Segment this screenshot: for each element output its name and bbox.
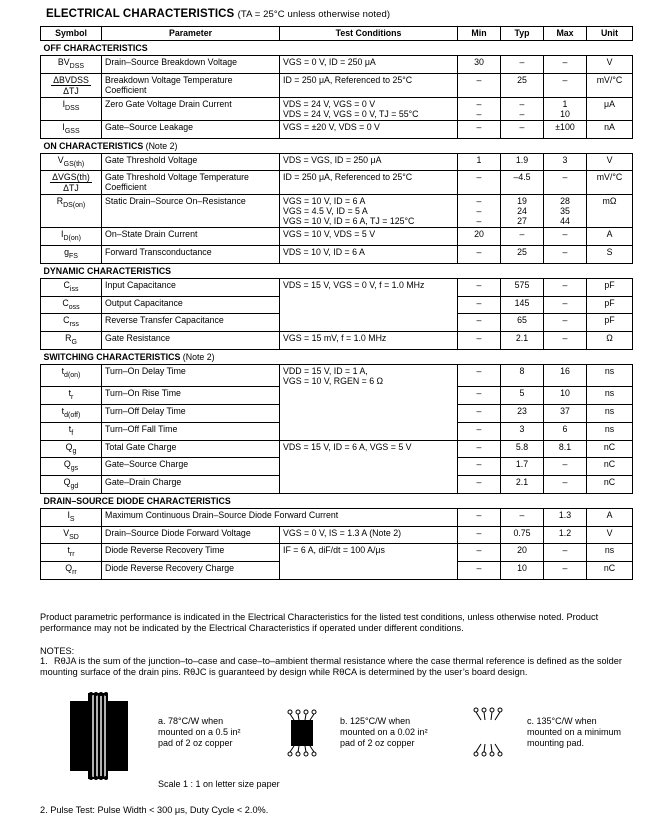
conditions-cell: VGS = ±20 V, VDS = 0 V <box>280 120 458 138</box>
typ-cell: 5 <box>501 387 544 405</box>
symbol-cell: $Q_{rr}$ <box>41 562 102 580</box>
max-cell: 6 <box>544 422 587 440</box>
parameter-cell: Diode Reverse Recovery Charge <box>102 562 280 580</box>
table-row <box>41 422 633 440</box>
max-cell: – <box>544 73 587 97</box>
parameter-cell: Gate–Drain Charge <box>102 476 280 494</box>
min-cell: 20 <box>458 228 501 246</box>
col-min: Min <box>458 27 501 41</box>
unit-cell: A <box>587 228 633 246</box>
table-row <box>41 171 633 195</box>
parametric-footnote: Product parametric performance is indicated in the Electrical Characteristics for the listed test conditions, unless otherwise noted. Product performance may not be indicated by the Electrical Characteristics if operated under different conditions. <box>40 612 599 633</box>
unit-cell: pF <box>587 278 633 296</box>
col-max: Max <box>544 27 587 41</box>
unit-cell: V <box>587 526 633 544</box>
max-cell: 1.2 <box>544 526 587 544</box>
parameter-cell: Forward Transconductance <box>102 246 280 264</box>
min-cell: – <box>458 526 501 544</box>
max-cell: 16 <box>544 364 587 387</box>
unit-cell: ns <box>587 422 633 440</box>
max-cell: 1.3 <box>544 508 587 526</box>
table-row <box>41 153 633 171</box>
symbol-cell: $t_{d(off)}$ <box>41 405 102 423</box>
section-dynamic <box>41 263 633 278</box>
conditions-cell: VDD = 15 V, ID = 1 A, VGS = 10 V, RGEN = 6 Ω <box>280 364 458 387</box>
conditions-cell <box>280 458 458 476</box>
symbol-cell: $V_{GS(th)}$ <box>41 153 102 171</box>
section-diode <box>41 493 633 508</box>
min-cell: – <box>458 422 501 440</box>
min-cell: – <box>458 508 501 526</box>
symbol-cell: $Q_{gs}$ <box>41 458 102 476</box>
title-condition: (TA = 25°C unless otherwise noted) <box>237 9 391 20</box>
notes-heading: NOTES: <box>40 646 75 656</box>
parameter-cell: Input Capacitance <box>102 278 280 296</box>
parameter-cell: Output Capacitance <box>102 296 280 314</box>
footprint-caption-c: c. 135°C/W when mounted on a minimum mounting pad. <box>527 716 622 748</box>
typ-cell: 10 <box>501 562 544 580</box>
section-label: DYNAMIC CHARACTERISTICS <box>41 263 633 278</box>
min-cell: – <box>458 364 501 387</box>
min-cell: 1 <box>458 153 501 171</box>
scale-note: Scale 1 : 1 on letter size paper <box>158 779 280 789</box>
max-cell: 37 <box>544 405 587 423</box>
conditions-cell <box>280 387 458 405</box>
parameter-cell: Gate Resistance <box>102 332 280 350</box>
parameter-cell: Maximum Continuous Drain–Source Diode Forward Current <box>102 508 458 526</box>
parameter-cell: Breakdown Voltage Temperature Coefficient <box>102 73 280 97</box>
conditions-cell: VDS = 15 V, VGS = 0 V, f = 1.0 MHz <box>280 278 458 296</box>
min-cell: – <box>458 314 501 332</box>
parameter-cell: Turn–On Rise Time <box>102 387 280 405</box>
note-1-number: 1. <box>40 656 48 666</box>
table-row <box>41 73 633 97</box>
typ-cell: 0.75 <box>501 526 544 544</box>
unit-cell: nA <box>587 120 633 138</box>
unit-cell: nC <box>587 458 633 476</box>
typ-cell: 145 <box>501 296 544 314</box>
parameter-cell: Gate–Source Leakage <box>102 120 280 138</box>
table-row <box>41 508 633 526</box>
conditions-cell: VGS = 0 V, ID = 250 μA <box>280 56 458 74</box>
typ-cell: 8 <box>501 364 544 387</box>
min-cell: – <box>458 458 501 476</box>
unit-cell: ns <box>587 405 633 423</box>
symbol-cell: $R_G$ <box>41 332 102 350</box>
min-cell: – <box>458 476 501 494</box>
header-row <box>41 27 633 41</box>
table-row <box>41 120 633 138</box>
parameter-cell: Turn–On Delay Time <box>102 364 280 387</box>
table-row <box>41 296 633 314</box>
table-row <box>41 228 633 246</box>
typ-cell: – – <box>501 97 544 120</box>
max-cell: – <box>544 246 587 264</box>
footprint-large-pad-icon <box>56 691 146 781</box>
max-cell: – <box>544 171 587 195</box>
table-title <box>46 8 390 20</box>
section-off <box>41 41 633 56</box>
conditions-cell <box>280 296 458 314</box>
parameter-cell: Drain–Source Breakdown Voltage <box>102 56 280 74</box>
min-cell: – <box>458 387 501 405</box>
unit-cell: nC <box>587 440 633 458</box>
unit-cell: pF <box>587 296 633 314</box>
table-row <box>41 544 633 562</box>
min-cell: – – <box>458 97 501 120</box>
typ-cell: 575 <box>501 278 544 296</box>
max-cell: – <box>544 314 587 332</box>
max-cell: – <box>544 228 587 246</box>
typ-cell: 25 <box>501 73 544 97</box>
typ-cell: 65 <box>501 314 544 332</box>
conditions-cell <box>280 314 458 332</box>
symbol-cell: $I_{DSS}$ <box>41 97 102 120</box>
max-cell: ±100 <box>544 120 587 138</box>
section-on <box>41 138 633 153</box>
conditions-cell: VDS = 15 V, ID = 6 A, VGS = 5 V <box>280 440 458 458</box>
conditions-cell: VGS = 15 mV, f = 1.0 MHz <box>280 332 458 350</box>
col-symbol: Symbol <box>41 27 102 41</box>
typ-cell: 3 <box>501 422 544 440</box>
table-row <box>41 440 633 458</box>
conditions-cell <box>280 422 458 440</box>
electrical-characteristics-table <box>40 26 633 580</box>
parameter-cell: Total Gate Charge <box>102 440 280 458</box>
section-label: SWITCHING CHARACTERISTICS (Note 2) <box>41 349 633 364</box>
parameter-cell: Reverse Transfer Capacitance <box>102 314 280 332</box>
parameter-cell: Gate Threshold Voltage Temperature Coefficient <box>102 171 280 195</box>
min-cell: – <box>458 562 501 580</box>
unit-cell: ns <box>587 364 633 387</box>
max-cell: – <box>544 296 587 314</box>
conditions-cell: ID = 250 μA, Referenced to 25°C <box>280 73 458 97</box>
unit-cell: V <box>587 56 633 74</box>
note-1 <box>40 656 634 678</box>
unit-cell: Ω <box>587 332 633 350</box>
typ-cell: –4.5 <box>501 171 544 195</box>
symbol-cell: $t_{rr}$ <box>41 544 102 562</box>
symbol-cell: $t_{d(on)}$ <box>41 364 102 387</box>
typ-cell: 23 <box>501 405 544 423</box>
symbol-cell: $I_{GSS}$ <box>41 120 102 138</box>
col-typ: Typ <box>501 27 544 41</box>
footprint-caption-a: a. 78°C/W when mounted on a 0.5 in² pad of 2 oz copper <box>158 716 241 748</box>
conditions-cell: VDS = VGS, ID = 250 μA <box>280 153 458 171</box>
table-row <box>41 56 633 74</box>
min-cell: – <box>458 332 501 350</box>
max-cell: – <box>544 278 587 296</box>
symbol-cell: $C_{oss}$ <box>41 296 102 314</box>
symbol-cell: $R_{DS(on)}$ <box>41 195 102 228</box>
max-cell: 28 35 44 <box>544 195 587 228</box>
symbol-cell: $t_r$ <box>41 387 102 405</box>
unit-cell: nC <box>587 476 633 494</box>
conditions-cell: VGS = 10 V, VDS = 5 V <box>280 228 458 246</box>
footprint-caption-b: b. 125°C/W when mounted on a 0.02 in² pad of 2 oz copper <box>340 716 428 748</box>
min-cell: – <box>458 278 501 296</box>
max-cell: 10 <box>544 387 587 405</box>
conditions-cell: ID = 250 μA, Referenced to 25°C <box>280 171 458 195</box>
parameter-cell: Zero Gate Voltage Drain Current <box>102 97 280 120</box>
symbol-cell: $g_{FS}$ <box>41 246 102 264</box>
min-cell: – <box>458 73 501 97</box>
table-row <box>41 526 633 544</box>
unit-cell: V <box>587 153 633 171</box>
typ-cell: 2.1 <box>501 476 544 494</box>
min-cell: – <box>458 440 501 458</box>
min-cell: – – – <box>458 195 501 228</box>
symbol-cell: $Q_{gd}$ <box>41 476 102 494</box>
max-cell: – <box>544 476 587 494</box>
symbol-cell: $V_{SD}$ <box>41 526 102 544</box>
symbol-cell: $C_{iss}$ <box>41 278 102 296</box>
conditions-cell <box>280 405 458 423</box>
typ-cell: – <box>501 56 544 74</box>
col-conditions: Test Conditions <box>280 27 458 41</box>
typ-cell: 2.1 <box>501 332 544 350</box>
table-row <box>41 562 633 580</box>
conditions-cell: IF = 6 A, diF/dt = 100 A/μs <box>280 544 458 562</box>
typ-cell: 19 24 27 <box>501 195 544 228</box>
max-cell: 8.1 <box>544 440 587 458</box>
parameter-cell: Turn–Off Delay Time <box>102 405 280 423</box>
table-row <box>41 405 633 423</box>
section-label: ON CHARACTERISTICS (Note 2) <box>41 138 633 153</box>
max-cell: – <box>544 458 587 476</box>
unit-cell: ns <box>587 387 633 405</box>
table-row <box>41 97 633 120</box>
unit-cell: mV/°C <box>587 171 633 195</box>
parameter-cell: Diode Reverse Recovery Time <box>102 544 280 562</box>
symbol-cell: $I_S$ <box>41 508 102 526</box>
conditions-cell <box>280 476 458 494</box>
symbol-cell: $Q_g$ <box>41 440 102 458</box>
symbol-cell: $I_{D(on)}$ <box>41 228 102 246</box>
symbol-cell: $C_{rss}$ <box>41 314 102 332</box>
note-1-text: RθJA is the sum of the junction–to–case and case–to–ambient thermal resistance where the case thermal reference is defined as the solder mounting surface of the drain pins. RθJC is guaranteed by design while RθCA is determined by the user’s board design. <box>40 656 622 677</box>
parameter-cell: Drain–Source Diode Forward Voltage <box>102 526 280 544</box>
table-row <box>41 458 633 476</box>
col-unit: Unit <box>587 27 633 41</box>
conditions-cell <box>280 562 458 580</box>
table-row <box>41 246 633 264</box>
max-cell: – <box>544 544 587 562</box>
min-cell: 30 <box>458 56 501 74</box>
unit-cell: S <box>587 246 633 264</box>
typ-cell: 20 <box>501 544 544 562</box>
typ-cell: 5.8 <box>501 440 544 458</box>
parameter-cell: Static Drain–Source On–Resistance <box>102 195 280 228</box>
unit-cell: nC <box>587 562 633 580</box>
symbol-cell: ΔVGS(th) ΔTJ <box>41 171 102 195</box>
typ-cell: 1.7 <box>501 458 544 476</box>
note-2: 2. Pulse Test: Pulse Width < 300 μs, Duty Cycle < 2.0%. <box>40 805 269 815</box>
section-label: DRAIN–SOURCE DIODE CHARACTERISTICS <box>41 493 633 508</box>
min-cell: – <box>458 171 501 195</box>
typ-cell: – <box>501 228 544 246</box>
col-parameter: Parameter <box>102 27 280 41</box>
footprint-small-pad-icon <box>282 708 322 758</box>
parameter-cell: On–State Drain Current <box>102 228 280 246</box>
min-cell: – <box>458 246 501 264</box>
unit-cell: mΩ <box>587 195 633 228</box>
symbol-cell: $BV_{DSS}$ <box>41 56 102 74</box>
symbol-cell: $t_f$ <box>41 422 102 440</box>
max-cell: – <box>544 56 587 74</box>
unit-cell: mV/°C <box>587 73 633 97</box>
parameter-cell: Turn–Off Fall Time <box>102 422 280 440</box>
footprint-minimum-pad-icon <box>470 706 510 758</box>
typ-cell: 25 <box>501 246 544 264</box>
typ-cell: – <box>501 508 544 526</box>
min-cell: – <box>458 120 501 138</box>
min-cell: – <box>458 296 501 314</box>
table-row <box>41 332 633 350</box>
max-cell: – <box>544 332 587 350</box>
symbol-cell: ΔBVDSS ΔTJ <box>41 73 102 97</box>
max-cell: 1 10 <box>544 97 587 120</box>
unit-cell: μA <box>587 97 633 120</box>
conditions-cell: VGS = 0 V, IS = 1.3 A (Note 2) <box>280 526 458 544</box>
parameter-cell: Gate Threshold Voltage <box>102 153 280 171</box>
max-cell: 3 <box>544 153 587 171</box>
table-row <box>41 364 633 387</box>
section-switching <box>41 349 633 364</box>
unit-cell: ns <box>587 544 633 562</box>
unit-cell: pF <box>587 314 633 332</box>
title-main: ELECTRICAL CHARACTERISTICS <box>46 8 235 20</box>
min-cell: – <box>458 405 501 423</box>
table-row <box>41 195 633 228</box>
unit-cell: A <box>587 508 633 526</box>
parameter-cell: Gate–Source Charge <box>102 458 280 476</box>
conditions-cell: VGS = 10 V, ID = 6 A VGS = 4.5 V, ID = 5 A VGS = 10 V, ID = 6 A, TJ = 125°C <box>280 195 458 228</box>
table-row <box>41 314 633 332</box>
section-label: OFF CHARACTERISTICS <box>41 41 633 56</box>
typ-cell: – <box>501 120 544 138</box>
conditions-cell: VDS = 10 V, ID = 6 A <box>280 246 458 264</box>
table-row <box>41 387 633 405</box>
typ-cell: 1.9 <box>501 153 544 171</box>
min-cell: – <box>458 544 501 562</box>
table-row <box>41 476 633 494</box>
max-cell: – <box>544 562 587 580</box>
table-row <box>41 278 633 296</box>
conditions-cell: VDS = 24 V, VGS = 0 V VDS = 24 V, VGS = 0 V, TJ = 55°C <box>280 97 458 120</box>
